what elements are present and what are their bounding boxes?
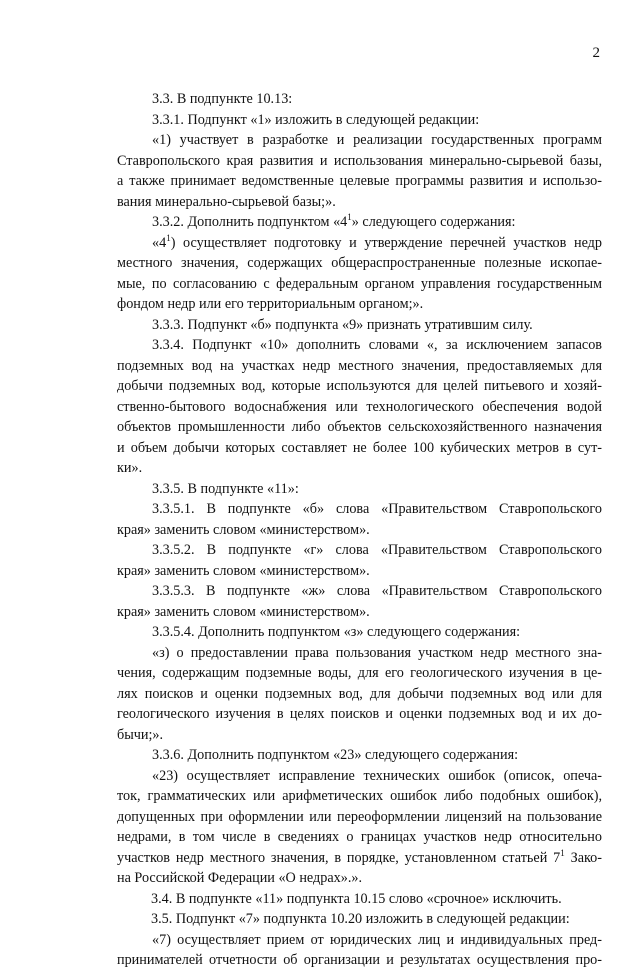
text-line: допущенных при оформлении или переоформлении лицензий на пользование bbox=[117, 808, 602, 825]
paragraph-quote-z bbox=[117, 643, 602, 746]
paragraph-3-3-5 bbox=[117, 479, 602, 500]
text-line: ки». bbox=[117, 460, 143, 476]
text-line: 3.3.5.4. Дополнить подпунктом «з» следующего содержания: bbox=[152, 624, 521, 640]
text-line: 3.5. Подпункт «7» подпункта 10.20 изложить в следующей редакции: bbox=[151, 911, 570, 927]
paragraph-3-5 bbox=[117, 909, 602, 930]
text-segment: «4 bbox=[152, 234, 167, 251]
text-line: 3.3.5.3. В подпункте «ж» слова «Правительством Ставропольского bbox=[152, 583, 602, 599]
text-segment: участков недр местного значения, в порядке, установленном статьей 7 bbox=[117, 849, 561, 866]
paragraph-3-3-5-2 bbox=[117, 540, 602, 581]
text-line: 3.4. В подпункте «11» подпункта 10.15 слово «срочное» исключить. bbox=[151, 890, 562, 907]
paragraph-quote-4-1 bbox=[117, 233, 602, 315]
text-line: подземных вод на участках недр местного значения, предоставляемых для bbox=[117, 357, 602, 374]
text-segment: ) осуществляет подготовку и утверждение перечней участков недр bbox=[170, 234, 602, 251]
text-line bbox=[117, 848, 602, 869]
paragraph-quote-1 bbox=[117, 130, 602, 212]
text-line: ственно-бытового водоснабжения или технологического обеспечения водой bbox=[117, 398, 602, 415]
text-segment: 3.3.2. Дополнить подпунктом «4 bbox=[152, 214, 348, 230]
text-line: лях поисков и оценки подземных вод, для добычи подземных вод или для bbox=[117, 685, 602, 702]
text-line: бычи;». bbox=[117, 726, 164, 743]
document-body bbox=[117, 89, 602, 971]
superscript: 1 bbox=[560, 847, 565, 858]
paragraph-3-3 bbox=[117, 89, 602, 110]
text-line: а также принимает ведомственные целевые программы развития и использо- bbox=[117, 173, 602, 189]
text-line bbox=[117, 212, 602, 233]
paragraph-3-4 bbox=[117, 889, 602, 910]
text-segment: » следующего содержания: bbox=[351, 214, 516, 230]
paragraph-3-3-4 bbox=[117, 335, 602, 479]
text-line: «з) о предоставлении права пользования участком недр местного зна- bbox=[152, 644, 602, 661]
text-line: 3.3.6. Дополнить подпунктом «23» следующего содержания: bbox=[152, 747, 519, 763]
text-line: «7) осуществляет прием от юридических лиц и индивидуальных пред- bbox=[152, 931, 602, 948]
paragraph-3-3-3 bbox=[117, 315, 602, 336]
text-line: 3.3.5.1. В подпункте «б» слова «Правительством Ставропольского bbox=[152, 501, 602, 517]
text-line: ток, грамматических или арифметических ошибок либо подобных ошибок), bbox=[117, 788, 602, 804]
text-line: 3.3.5.2. В подпункте «г» слова «Правительством Ставропольского bbox=[152, 542, 602, 558]
text-line: края» заменить словом «министерством». bbox=[117, 603, 370, 620]
text-line: добычи подземных вод, которые используются для целей питьевого и хозяй- bbox=[117, 378, 602, 394]
text-line: местного значения, содержащих общераспространенные полезные ископае- bbox=[117, 255, 602, 271]
text-line: края» заменить словом «министерством». bbox=[117, 562, 370, 579]
text-line: недрами, в том числе в сведениях о границах участков недр относительно bbox=[117, 829, 602, 845]
text-line: и объем добычи которых составляет не более 100 кубических метров в сут- bbox=[117, 439, 602, 456]
paragraph-3-3-5-4 bbox=[117, 622, 602, 643]
text-line: 3.3.5. В подпункте «11»: bbox=[152, 480, 299, 497]
paragraph-3-3-6 bbox=[117, 745, 602, 766]
text-line: 3.3. В подпункте 10.13: bbox=[152, 91, 293, 107]
text-line: геологического изучения в целях поисков и оценки подземных вод и их до- bbox=[117, 706, 602, 722]
text-line: принимателей отчетности об организации и результатах осуществления про- bbox=[117, 952, 602, 968]
text-line: фондом недр или его территориальным органом;». bbox=[117, 296, 424, 312]
text-line: мые, по согласованию с федеральным органом управления государственным bbox=[117, 275, 602, 292]
text-line: «23) осуществляет исправление технических ошибок (описок, опеча- bbox=[152, 767, 602, 784]
text-line bbox=[117, 233, 602, 254]
paragraph-3-3-2 bbox=[117, 212, 602, 233]
paragraph-3-3-1 bbox=[117, 110, 602, 131]
text-segment: Зако- bbox=[564, 849, 602, 866]
text-line: 3.3.4. Подпункт «10» дополнить словами «, за исключением запасов bbox=[152, 337, 602, 353]
text-line: края» заменить словом «министерством». bbox=[117, 521, 370, 538]
text-line: «1) участвует в разработке и реализации государственных программ bbox=[152, 132, 602, 148]
text-line: чения, содержащим подземные воды, для его геологического изучения в це- bbox=[117, 665, 602, 681]
text-line: 3.3.1. Подпункт «1» изложить в следующей редакции: bbox=[152, 111, 480, 128]
superscript: 1 bbox=[347, 212, 352, 222]
text-line: вания минерально-сырьевой базы;». bbox=[117, 193, 336, 210]
text-line: 3.3.3. Подпункт «б» подпункта «9» признать утратившим силу. bbox=[152, 316, 533, 333]
text-line: Ставропольского края развития и использования минерально-сырьевой базы, bbox=[117, 152, 602, 169]
page-number: 2 bbox=[592, 45, 600, 61]
text-line: на Российской Федерации «О недрах».». bbox=[117, 870, 363, 886]
superscript: 1 bbox=[166, 232, 171, 243]
text-line: объектов промышленности либо объектов сельскохозяйственного назначения bbox=[117, 419, 602, 435]
paragraph-3-3-5-3 bbox=[117, 581, 602, 622]
paragraph-3-3-5-1 bbox=[117, 499, 602, 540]
paragraph-quote-23 bbox=[117, 766, 602, 889]
paragraph-quote-7 bbox=[117, 930, 602, 971]
